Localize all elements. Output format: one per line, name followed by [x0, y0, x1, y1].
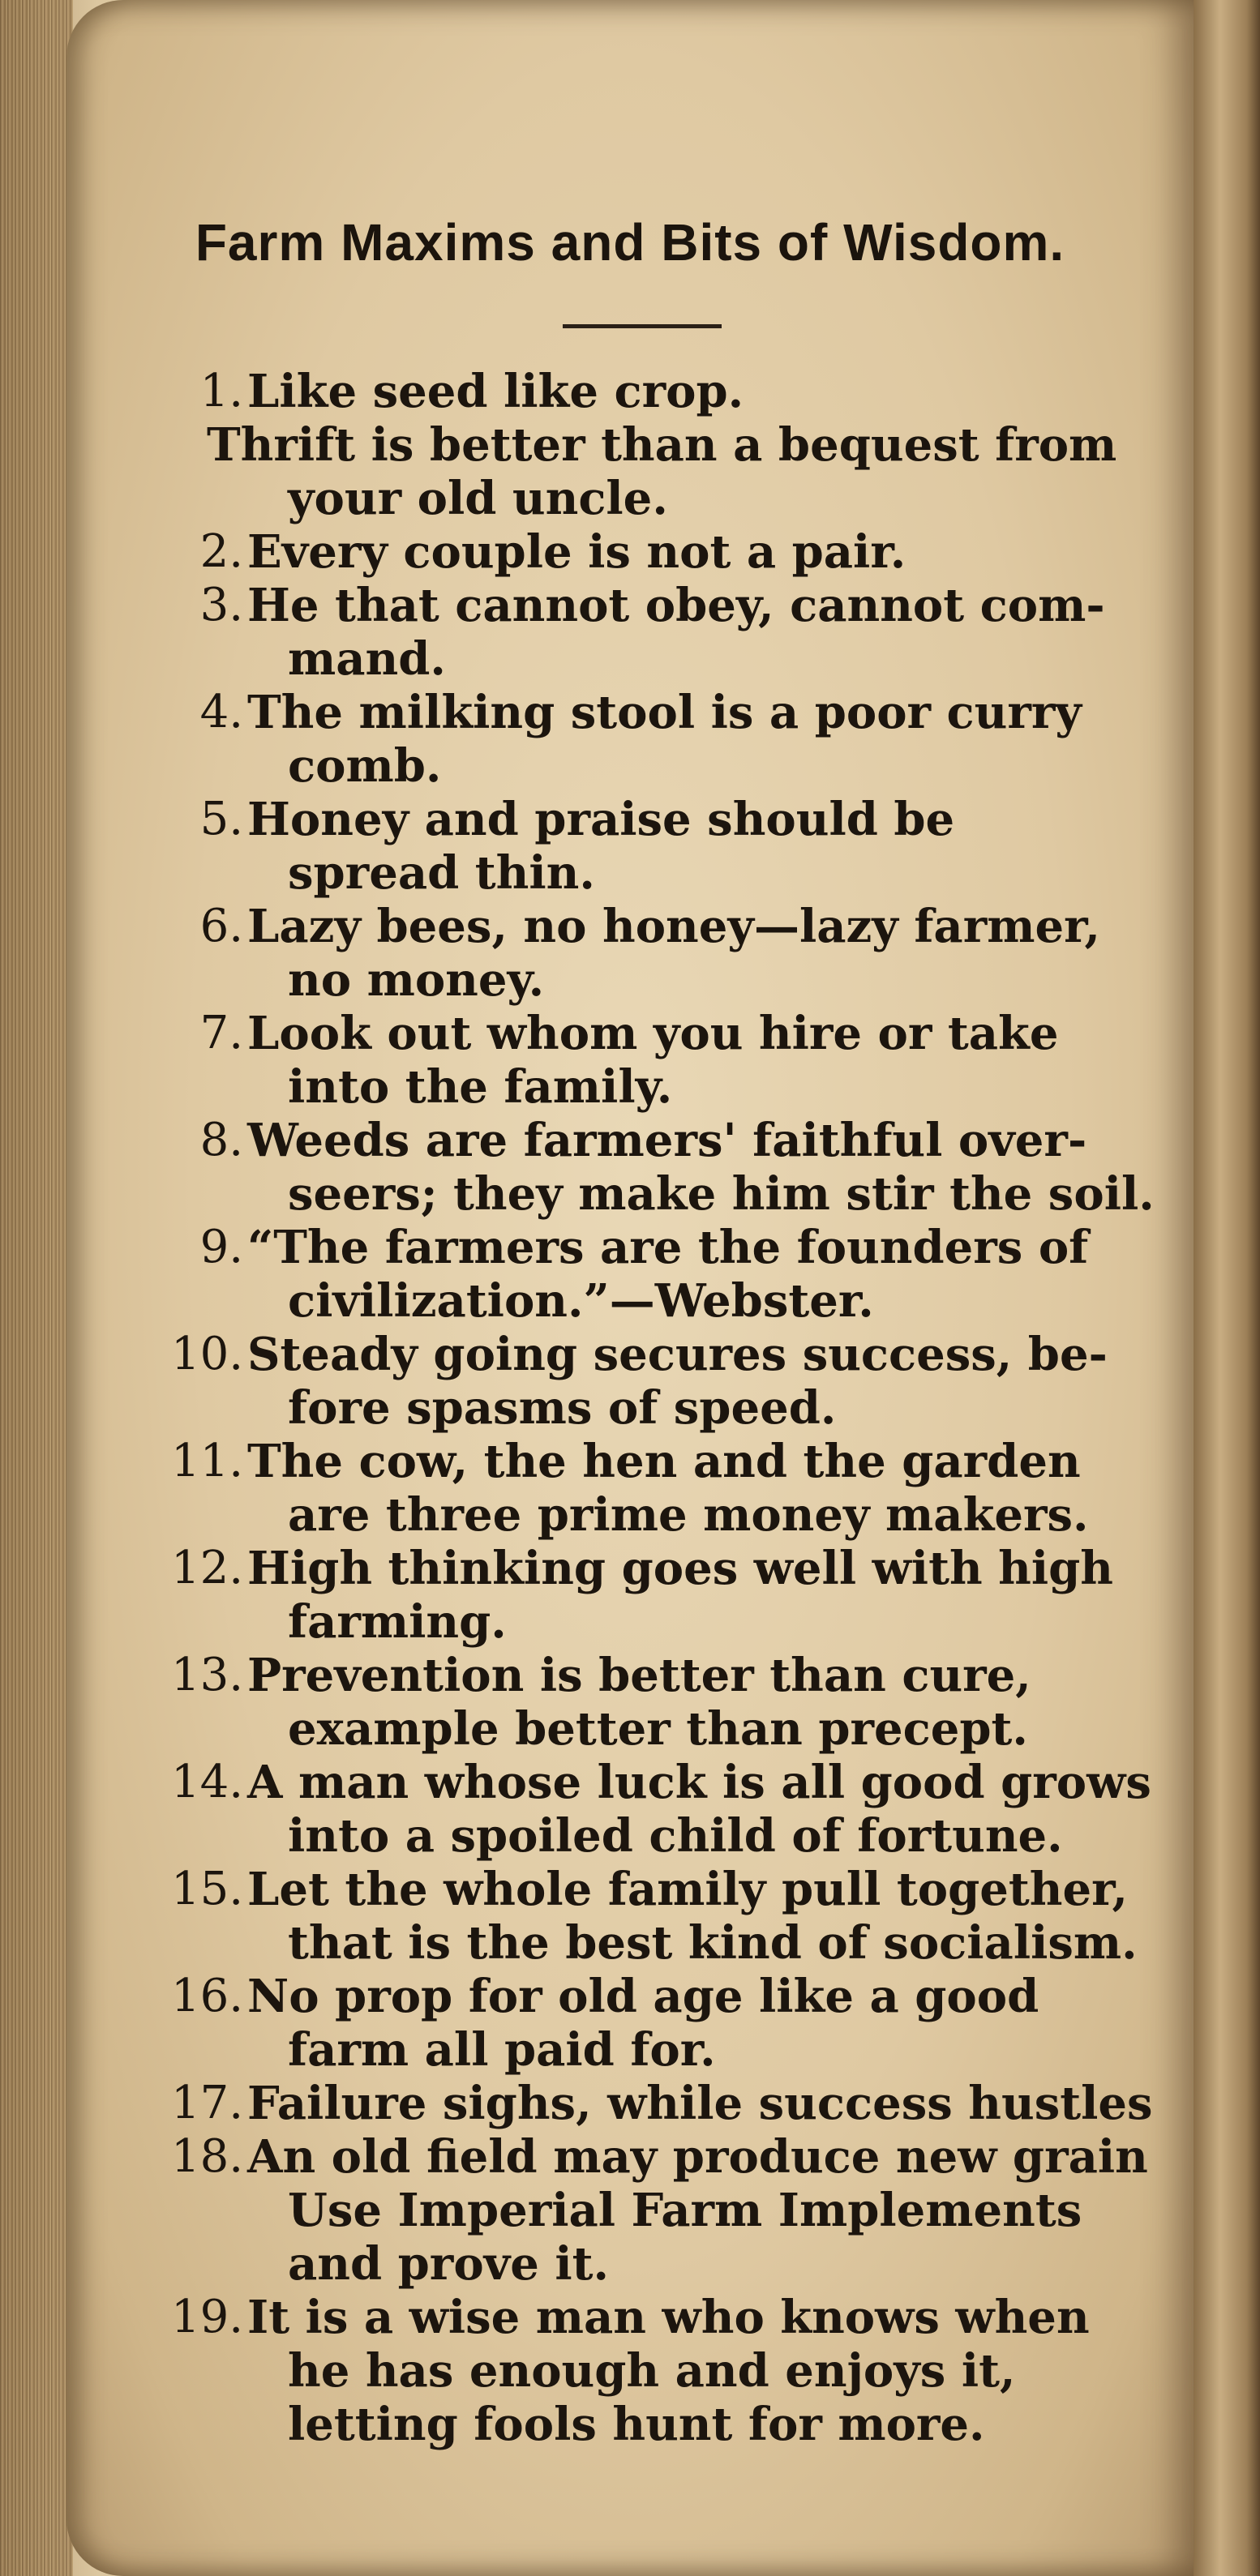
maxim-number: 14. — [170, 1756, 243, 1808]
maxim-number: 4. — [199, 686, 243, 738]
maxim-line: Use Imperial Farm Implements — [288, 2184, 1082, 2237]
maxim-line: mand. — [288, 632, 446, 686]
maxim-list — [122, 365, 1155, 2451]
maxim-line: into the family. — [288, 1060, 673, 1114]
maxim-line: farming. — [288, 1595, 507, 1649]
maxim-item — [122, 525, 1127, 579]
maxim-line: no money. — [288, 953, 545, 1007]
maxim-item — [122, 686, 1127, 793]
maxim-item — [122, 1542, 1127, 1649]
maxim-line: Prevention is better than cure, — [247, 1649, 1031, 1702]
maxim-line: fore spasms of speed. — [288, 1381, 837, 1435]
maxim-line: comb. — [288, 739, 442, 793]
maxim-line: Honey and praise should be — [247, 793, 955, 846]
maxim-line: Like seed like crop. — [247, 365, 744, 418]
maxim-item — [122, 793, 1127, 900]
maxim-line: and prove it. — [288, 2237, 609, 2291]
maxim-item — [122, 1435, 1127, 1542]
maxim-number: 16. — [170, 1970, 243, 2022]
maxim-line: A man whose luck is all good grows — [247, 1756, 1151, 1809]
title-divider — [563, 324, 722, 328]
maxim-line: Weeds are farmers' faithful over- — [247, 1114, 1087, 1167]
maxim-item — [122, 1221, 1127, 1328]
maxim-line: farm all paid for. — [288, 2023, 716, 2077]
maxim-number: 17. — [170, 2077, 243, 2129]
maxim-number: 19. — [170, 2291, 243, 2343]
maxim-line: seers; they make him stir the soil. — [288, 1167, 1155, 1221]
maxim-line: letting fools hunt for more. — [288, 2398, 985, 2451]
maxim-item — [122, 900, 1127, 1007]
maxim-line: Failure sighs, while success hustles — [247, 2077, 1153, 2130]
maxim-item — [122, 1114, 1155, 1221]
maxim-line: An old field may produce new grain — [247, 2130, 1148, 2184]
maxim-item — [122, 1756, 1151, 1863]
maxim-line: spread thin. — [288, 846, 595, 900]
maxim-item — [122, 1649, 1127, 1756]
maxim-number: 2. — [199, 525, 243, 578]
maxim-number: 6. — [199, 900, 243, 952]
maxim-item — [122, 1328, 1127, 1435]
maxim-line: example better than precept. — [288, 1702, 1028, 1756]
maxim-line: into a spoiled child of fortune. — [288, 1809, 1063, 1863]
maxim-item — [122, 579, 1127, 686]
maxim-line: civilization.”—Webster. — [288, 1274, 874, 1328]
maxim-item — [122, 1970, 1127, 2077]
maxim-item — [122, 418, 1127, 525]
maxim-number: 7. — [199, 1007, 243, 1059]
maxim-item — [122, 2077, 1153, 2130]
maxim-item — [122, 1863, 1138, 1970]
maxim-line: Look out whom you hire or take — [247, 1007, 1059, 1060]
maxim-line: Every couple is not a pair. — [247, 525, 906, 579]
maxim-number: 18. — [170, 2130, 243, 2183]
maxim-line: The cow, the hen and the garden — [247, 1435, 1081, 1488]
maxim-line: Lazy bees, no honey—lazy farmer, — [247, 900, 1101, 953]
maxim-line: The milking stool is a poor curry — [247, 686, 1082, 739]
maxim-line: He that cannot obey, cannot com- — [247, 579, 1105, 632]
maxim-number: 3. — [199, 579, 243, 631]
maxim-number: 15. — [170, 1863, 243, 1915]
maxim-number: 10. — [170, 1328, 243, 1380]
page-title: Farm Maxims and Bits of Wisdom. — [195, 213, 1065, 272]
maxim-line: Thrift is better than a bequest from — [207, 418, 1117, 472]
maxim-line: High thinking goes well with high — [247, 1542, 1114, 1595]
maxim-item — [122, 2130, 1148, 2291]
maxim-number: 8. — [199, 1114, 243, 1166]
maxim-line: your old uncle. — [288, 472, 668, 525]
maxim-number: 13. — [170, 1649, 243, 1701]
maxim-line: Let the whole family pull together, — [247, 1863, 1129, 1916]
maxim-number: 1. — [199, 365, 243, 417]
maxim-number: 9. — [199, 1221, 243, 1273]
maxim-item — [122, 1007, 1127, 1114]
maxim-line: that is the best kind of socialism. — [288, 1916, 1138, 1970]
book-page-edge-right — [1194, 0, 1260, 2576]
maxim-line: Steady going secures success, be- — [247, 1328, 1108, 1381]
maxim-number: 12. — [170, 1542, 243, 1594]
maxim-line: he has enough and enjoys it, — [288, 2344, 1016, 2398]
maxim-number: 5. — [199, 793, 243, 845]
maxim-line: It is a wise man who knows when — [247, 2291, 1090, 2344]
maxim-number: 11. — [170, 1435, 243, 1487]
maxim-line: No prop for old age like a good — [247, 1970, 1039, 2023]
maxim-item — [122, 2291, 1127, 2451]
maxim-line: are three prime money makers. — [288, 1488, 1089, 1542]
book-page-edges-left — [0, 0, 73, 2576]
maxim-item — [122, 365, 1127, 418]
maxim-line: “The farmers are the founders of — [247, 1221, 1089, 1274]
